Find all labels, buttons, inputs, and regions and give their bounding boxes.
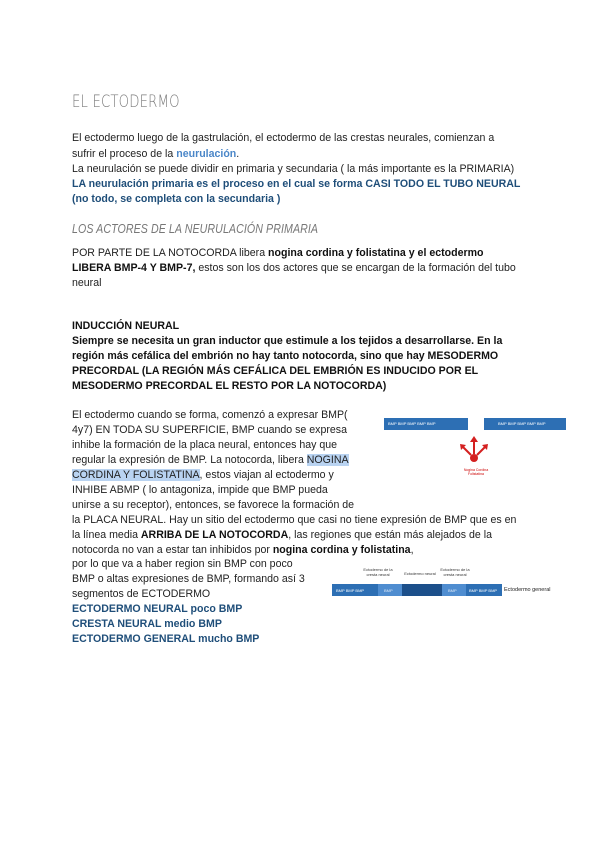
body-line12: BMP o altas expresiones de BMP, formando así 3: [72, 573, 305, 585]
induction-line1: Siempre se necesita un gran inductor que estimule a los tejidos a desarrollarse. En la: [72, 335, 503, 347]
body-line4: regular la expresión de BMP. La notocorda, libera NOGINA: [72, 454, 349, 466]
induction-line3: PRECORDAL (LA REGIÓN MÁS CEFÁLICA DEL EMBRIÓN ES INDUCIDO POR EL: [72, 365, 479, 377]
segment-neural-mid: [402, 584, 442, 596]
highlight-nogina: NOGINA: [306, 454, 349, 466]
label-crest-right: Ectodermo de la cresta neural: [440, 567, 470, 577]
highlight-cordina: CORDINA Y FOLISTATINA: [72, 469, 200, 481]
label-general: Ectodermo general: [504, 587, 551, 593]
actors-line3: neural: [72, 277, 102, 289]
body-line3: inhibe la formación de la placa neural, entonces hay que: [72, 439, 338, 451]
body-line2: 4y7) EN TODA SU SUPERFICIE, BMP cuando se expresa: [72, 424, 347, 436]
bmp-label-left: BMP BMP BMP BMP BMP: [388, 421, 436, 426]
label-neural: Ectodermo neural: [404, 571, 436, 576]
body-line8: la PLACA NEURAL. Hay un sitio del ectodermo que casi no tiene expresión de BMP que es en: [72, 514, 517, 526]
segment-general-right: BMP BMP BMP: [466, 584, 502, 596]
intro-highlight-line1: LA neurulación primaria es el proceso en el cual se forma CASI TODO EL TUBO NEURAL: [72, 178, 521, 190]
bmp-diagram-figure: [384, 418, 566, 498]
ectoderm-bar-right: [484, 418, 566, 430]
label-crest-left: Ectodermo de la cresta neural: [363, 567, 393, 577]
intro-paragraph-line2: sufrir el proceso de la neurulación.: [72, 148, 240, 160]
ectoderm-segments-figure: [332, 566, 580, 608]
body-line6: INHIBE ABMP ( lo antagoniza, impide que BMP pueda: [72, 484, 328, 496]
segment-crest-left: BMP: [378, 584, 402, 596]
body-line13: segmentos de ECTODERMO: [72, 588, 211, 600]
body-line7: unirse a su receptor), entonces, se favorece la formación de: [72, 499, 355, 511]
induction-line2: región más cefálica del embrión no hay tanto notocorda, sino que hay MESODERMO: [72, 350, 499, 362]
neurulacion-link[interactable]: neurulación: [176, 148, 237, 160]
body-line5: CORDINA Y FOLISTATINA, estos viajan al ectodermo y: [72, 469, 334, 481]
segment-general: ECTODERMO GENERAL mucho BMP: [72, 633, 260, 645]
antagonist-arrows-icon: [460, 436, 488, 466]
induction-line4: MESODERMO PRECORDAL EL RESTO POR LA NOTOCORDA): [72, 380, 387, 392]
intro-paragraph-line1: El ectodermo luego de la gastrulación, el ectodermo de las crestas neurales, comienzan a: [72, 132, 495, 144]
segment-cresta: CRESTA NEURAL medio BMP: [72, 618, 222, 630]
bmp-label-right: BMP BMP BMP BMP BMP: [498, 421, 546, 426]
segment-crest-right: BMP: [442, 584, 466, 596]
intro-highlight-line2: (no todo, se completa con la secundaria ): [72, 193, 281, 205]
body-line1: El ectodermo cuando se forma, comenzó a expresar BMP(: [72, 409, 348, 421]
intro-paragraph-line3: La neurulación se puede dividir en primaria y secundaria ( la más importante es la PRIMARIA): [72, 163, 515, 175]
actors-subtitle: LOS ACTORES DE LA NEURULACIÓN PRIMARIA: [72, 222, 319, 236]
segment-general-left: BMP BMP BMP: [332, 584, 378, 596]
segment-neural: ECTODERMO NEURAL poco BMP: [72, 603, 243, 615]
actors-line1: POR PARTE DE LA NOTOCORDA libera nogina cordina y folistatina y el ectodermo: [72, 247, 484, 259]
body-line9: la línea media ARRIBA DE LA NOTOCORDA, las regiones que están más alejados de la: [72, 529, 493, 541]
induction-heading: INDUCCIÓN NEURAL: [72, 320, 180, 332]
antagonist-caption: Nogina Cordina Folistatina: [463, 468, 489, 476]
page-title: EL ECTODERMO: [72, 92, 180, 112]
body-line10: notocorda no van a estar tan inhibidos por nogina cordina y folistatina,: [72, 544, 414, 556]
ectoderm-bar-left: [384, 418, 468, 430]
body-line11: por lo que va a haber region sin BMP con poco: [72, 558, 293, 570]
actors-line2: LIBERA BMP-4 Y BMP-7, estos son los dos actores que se encargan de la formación del tubo: [72, 262, 516, 274]
